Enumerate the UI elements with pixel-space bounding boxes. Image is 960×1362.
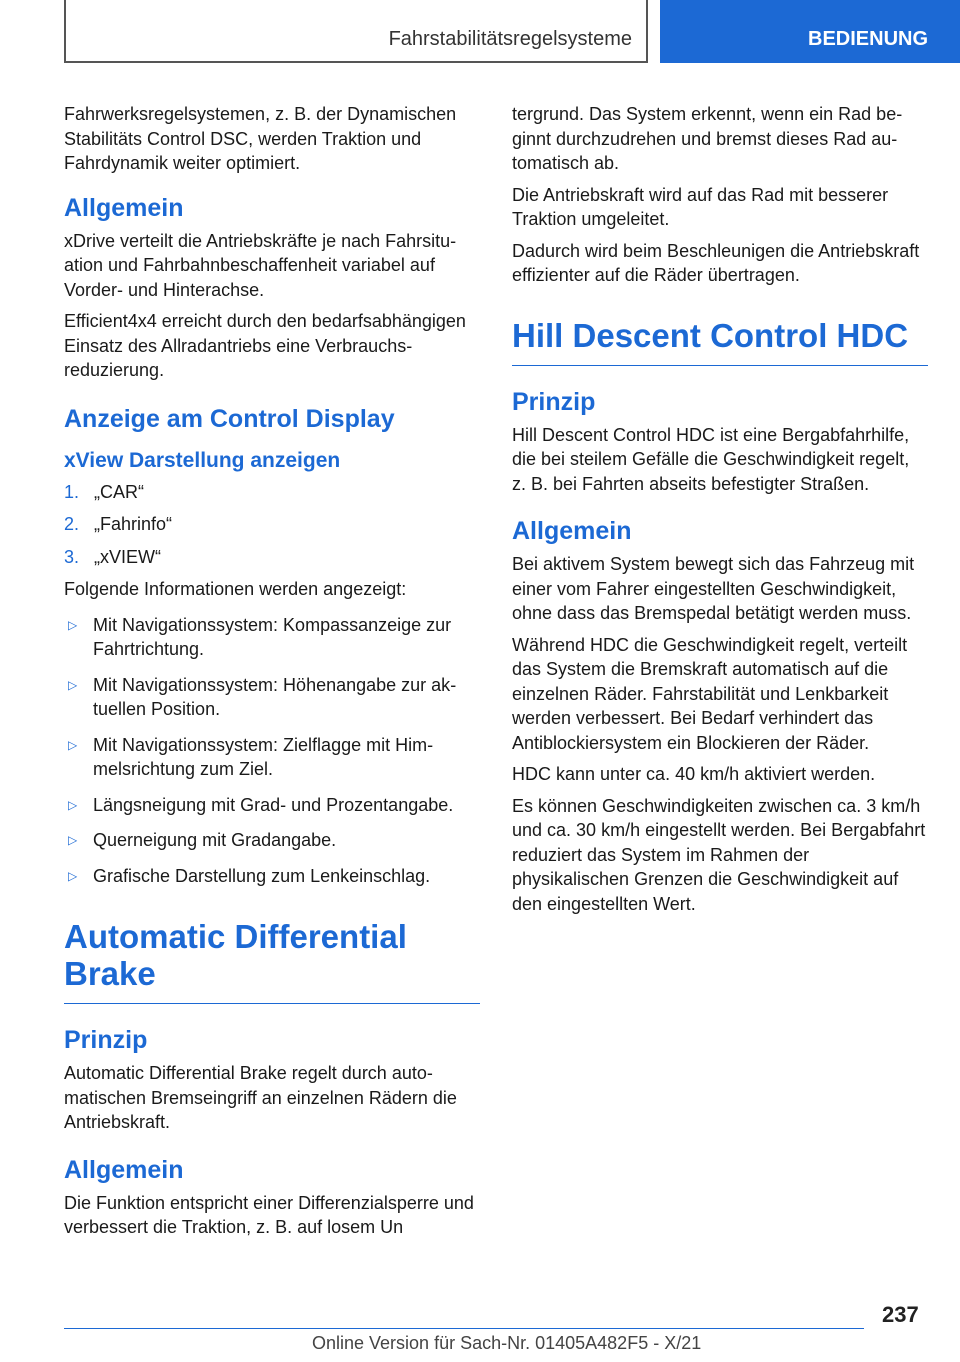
allgemein-heading: Allgemein xyxy=(64,193,184,222)
xview-steps-list xyxy=(64,480,480,570)
list-item xyxy=(64,512,480,537)
hdc-prinzip-heading: Prinzip xyxy=(512,387,596,416)
allgemein-paragraph-2: Efficient4x4 erreicht durch den bedarfsabhängigen Einsatz des Allradantriebs eine Verbrauchsreduzierung. xyxy=(64,311,466,380)
left-column xyxy=(64,102,480,1247)
bullet-text: Mit Navigationssystem: Zielflagge mit Himmelsrichtung zum Ziel. xyxy=(93,734,434,779)
list-item xyxy=(64,828,480,853)
hdc-paragraph-4: Es können Geschwindigkeiten zwischen ca. 3 km/h und ca. 30 km/h eingestellt werden. Bei Bergabfahrt reduziert das System im Rahmen der physikalischen Grenzen die Geschwindigkeit auf den eingestellten Wert. xyxy=(512,795,926,914)
triangle-bullet-icon: ▷ xyxy=(68,677,78,692)
adb-prinzip-paragraph: Automatic Differential Brake regelt durch automatischen Bremseingriff an einzelnen Rädern die Antriebskraft. xyxy=(64,1063,457,1132)
adb-prinzip-heading: Prinzip xyxy=(64,1026,148,1054)
hdc-heading: Hill Descent Control HDC xyxy=(512,317,928,366)
bullet-text: Mit Navigationssystem: Höhenangabe zur aktuellen Position. xyxy=(93,674,457,719)
right-column xyxy=(512,102,928,923)
step-text: „xVIEW“ xyxy=(94,546,161,567)
hdc-paragraph-1: Bei aktivem System bewegt sich das Fahrzeug mit einer vom Fahrer eingestellten Geschwindigkeit, ohne dass das Bremspedal betätigt werden muss. xyxy=(512,554,915,623)
step-text: „Fahrinfo“ xyxy=(94,514,173,534)
header-chapter-tab: BEDIENUNG xyxy=(660,0,960,63)
xview-subheading: xView Darstellung anzeigen xyxy=(64,448,341,472)
intro-paragraph: Fahrwerksregelsystemen, z. B. der Dynamischen Stabilitäts Control DSC, werden Traktion und Fahrdynamik weiter optimiert. xyxy=(64,104,457,173)
footer-version-text: Online Version für Sach-Nr. 01405A482F5 - X/21 xyxy=(312,1333,702,1353)
hdc-paragraph-3: HDC kann unter ca. 40 km/h aktiviert werden. xyxy=(512,764,876,784)
anzeige-heading: Anzeige am Control Display xyxy=(64,404,395,433)
hdc-allgemein-heading: Allgemein xyxy=(512,517,632,545)
list-item xyxy=(64,864,480,889)
list-item xyxy=(64,793,480,818)
triangle-bullet-icon: ▷ xyxy=(68,617,78,632)
list-item xyxy=(64,733,480,782)
adb-heading: Automatic Differential Brake xyxy=(64,918,480,1004)
continuation-paragraph-3: Dadurch wird beim Beschleunigen die Antriebskraft effizienter auf die Räder übertragen. xyxy=(512,240,920,285)
info-bullet-list xyxy=(64,613,480,889)
list-item xyxy=(64,613,480,662)
bullet-text: Mit Navigationssystem: Kompassanzeige zur Fahrtrichtung. xyxy=(93,614,452,659)
adb-allgemein-paragraph: Die Funktion entspricht einer Differenzialsperre und verbessert die Traktion, z. B. auf losem Un xyxy=(64,1192,474,1237)
bullet-text: Querneigung mit Gradangabe. xyxy=(93,830,337,850)
info-intro: Folgende Informationen werden angezeigt: xyxy=(64,579,407,599)
page-number: 237 xyxy=(882,1302,919,1327)
step-text: „CAR“ xyxy=(94,481,144,502)
list-item xyxy=(64,673,480,722)
hdc-paragraph-2: Während HDC die Geschwindigkeit regelt, verteilt das System die Bremskraft automatisch auf die einzelnen Räder. Fahrstabilität und Lenkbarkeit werden verbessert. Bei Bedarf verhindert das Antiblockiersystem ein Blockieren der Räder. xyxy=(512,634,908,753)
footer-divider xyxy=(64,1328,864,1329)
step-number: 3. xyxy=(64,546,80,567)
triangle-bullet-icon: ▷ xyxy=(68,737,78,752)
triangle-bullet-icon: ▷ xyxy=(68,833,78,847)
adb-allgemein-heading: Allgemein xyxy=(64,1155,184,1184)
allgemein-paragraph-1: xDrive verteilt die Antriebskräfte je nach Fahrsituation und Fahrbahnbeschaffenheit variabel auf Vorder- und Hinterachse. xyxy=(64,230,457,300)
step-number: 2. xyxy=(64,514,80,534)
triangle-bullet-icon: ▷ xyxy=(68,797,78,812)
header-section-box xyxy=(64,0,648,63)
bullet-text: Längsneigung mit Grad- und Prozentangabe. xyxy=(93,794,454,815)
continuation-paragraph-2: Die Antriebskraft wird auf das Rad mit besserer Traktion umgeleitet. xyxy=(512,184,889,229)
hdc-prinzip-paragraph: Hill Descent Control HDC ist eine Bergabfahrhilfe, die bei steilem Gefälle die Geschwindigkeit regelt, z. B. bei Fahrten abseits befestigter Straßen. xyxy=(512,424,910,494)
list-item xyxy=(64,480,480,505)
step-number: 1. xyxy=(64,481,80,502)
triangle-bullet-icon: ▷ xyxy=(68,868,78,883)
list-item xyxy=(64,545,480,570)
header-section-title: Fahrstabilitätsregelsysteme xyxy=(388,28,632,50)
bullet-text: Grafische Darstellung zum Lenkeinschlag. xyxy=(93,865,431,886)
continuation-paragraph-1: tergrund. Das System erkennt, wenn ein Rad beginnt durchzudrehen und bremst dieses Rad automatisch ab. xyxy=(512,104,903,173)
